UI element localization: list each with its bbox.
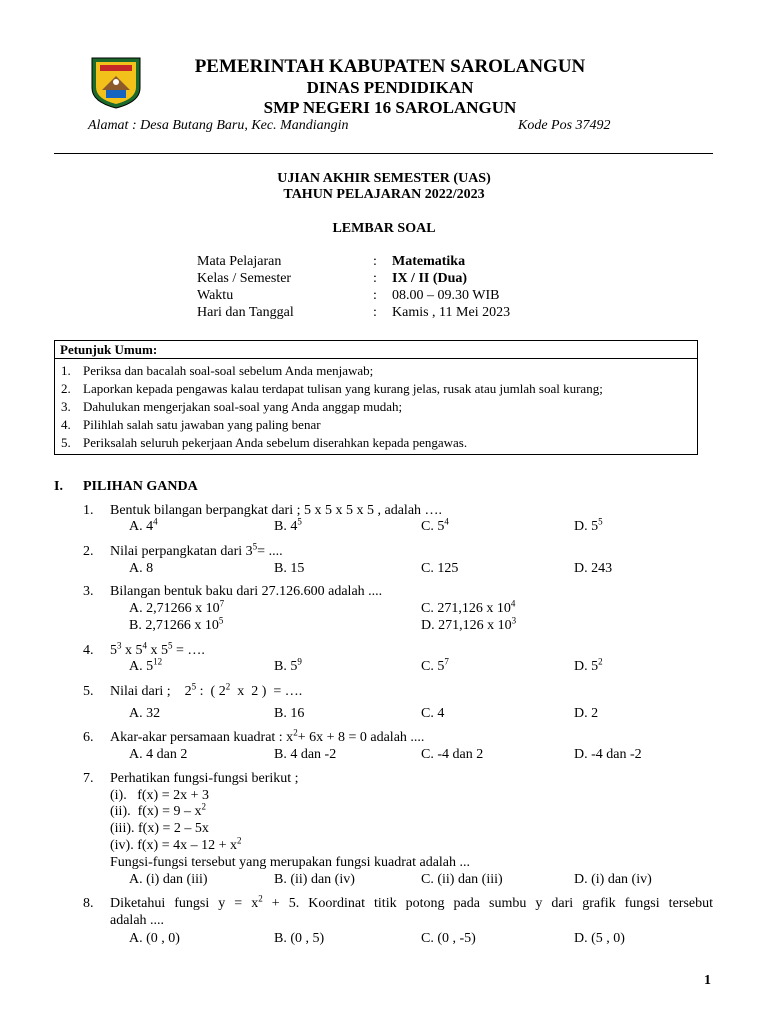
exam-title: UJIAN AKHIR SEMESTER (UAS): [277, 171, 491, 186]
instruction-item: 2. Laporkan kepada pengawas kalau terdapat tulisan yang kurang jelas, rusak atau jumlah soal kurang;: [61, 381, 603, 396]
option-c: C. $5^4$: [421, 516, 449, 534]
question-number: 6.: [83, 730, 94, 745]
instruction-item: 4. Pilihlah salah satu jawaban yang paling benar: [61, 417, 321, 432]
option-b: B. 15: [274, 561, 305, 576]
option-c: C. -4 dan 2: [421, 747, 484, 762]
question-prompt: Fungsi-fungsi tersebut yang merupakan fungsi kuadrat adalah ...: [110, 855, 471, 870]
option-a: A. $4^4$: [129, 516, 158, 534]
info-colon: :: [373, 271, 377, 286]
option-c: C. (0 , -5): [421, 931, 476, 946]
option-d: D. 271,126 x $10^3$: [421, 615, 517, 633]
option-b: B. 16: [274, 706, 305, 721]
question-text: Bilangan bentuk baku dari 27.126.600 adalah ....: [110, 584, 383, 599]
question-number: 8.: [83, 896, 94, 911]
instruction-item: 3. Dahulukan mengerjakan soal-soal yang Anda anggap mudah;: [61, 399, 403, 414]
page-number: 1: [704, 973, 711, 988]
option-d: D. (5 , 0): [574, 931, 625, 946]
question-text: $5^3$ x $5^4$ x $5^5$ = ….: [110, 640, 205, 658]
option-b: B. (ii) dan (iv): [274, 872, 355, 887]
question-text: Perhatikan fungsi-fungsi berikut ;: [110, 771, 299, 786]
section-number: I.: [54, 479, 63, 494]
header-office: DINAS PENDIDIKAN: [306, 78, 474, 97]
info-label-subject: Mata Pelajaran: [197, 254, 282, 269]
option-c: C. 271,126 x $10^4$: [421, 598, 516, 616]
info-label-date: Hari dan Tanggal: [197, 305, 294, 320]
option-a: A. $5^{12}$: [129, 656, 163, 674]
option-d: D. -4 dan -2: [574, 747, 642, 762]
function-item: (iii). f(x) = 2 – 5x: [110, 821, 209, 836]
option-a: A. 4 dan 2: [129, 747, 188, 762]
header-government: PEMERINTAH KABUPATEN SAROLANGUN: [194, 56, 586, 77]
question-number: 4.: [83, 643, 94, 658]
function-item: (ii). $f(x) = 9 - x^2$: [110, 801, 206, 819]
regency-logo-icon: [88, 54, 144, 110]
question-number: 7.: [83, 771, 94, 786]
option-a: A. 8: [129, 561, 154, 576]
option-d: D. $5^5$: [574, 516, 603, 534]
option-d: D. (i) dan (iv): [574, 872, 652, 887]
function-item: (i). f(x) = 2x + 3: [110, 788, 209, 803]
option-c: C. 4: [421, 706, 445, 721]
info-value-class: IX / II (Dua): [392, 271, 468, 286]
option-a: A. (i) dan (iii): [129, 872, 208, 887]
question-number: 3.: [83, 584, 94, 599]
option-b: B. 4 dan -2: [274, 747, 337, 762]
postal-code: Kode Pos 37492: [518, 118, 611, 133]
section-title: PILIHAN GANDA: [83, 479, 198, 494]
info-value-time: 08.00 – 09.30 WIB: [392, 288, 500, 303]
question-number: 5.: [83, 684, 94, 699]
option-a: A. (0 , 0): [129, 931, 180, 946]
option-d: D. 243: [574, 561, 613, 576]
info-value-subject: Matematika: [392, 254, 466, 269]
function-item: (iv). $f(x) = 4x - 12 + x^2$: [110, 835, 242, 853]
info-colon: :: [373, 288, 377, 303]
header-school: SMP NEGERI 16 SAROLANGUN: [263, 98, 517, 117]
option-b: B. $4^5$: [274, 516, 302, 534]
instruction-item: 5. Periksalah seluruh pekerjaan Anda sebelum diserahkan kepada pengawas.: [61, 435, 468, 450]
question-text: Akar-akar persamaan kuadrat : $x^2+ 6x + 8 = 0$ adalah ....: [110, 727, 425, 745]
question-text: Diketahui fungsi $y = x^2 + 5$. Koordinat titik potong pada sumbu y dari grafik fungsi tersebut: [110, 893, 713, 911]
question-text: Nilai dari ; $2^5$ : ( $2^2$ x 2 ) = ….: [110, 681, 303, 699]
option-c: C. 125: [421, 561, 459, 576]
option-a: A. 2,71266 x $10^7$: [129, 598, 225, 616]
info-colon: :: [373, 305, 377, 320]
question-text: Nilai perpangkatan dari $3^5=$ ....: [110, 541, 283, 559]
instructions-heading: Petunjuk Umum:: [55, 341, 697, 359]
option-b: B. (0 , 5): [274, 931, 325, 946]
header-divider: [54, 153, 713, 154]
option-d: D. 2: [574, 706, 599, 721]
question-number: 1.: [83, 503, 94, 518]
option-d: D. $5^2$: [574, 656, 603, 674]
question-number: 2.: [83, 544, 94, 559]
info-label-class: Kelas / Semester: [197, 271, 292, 286]
exam-year: TAHUN PELAJARAN 2022/2023: [283, 187, 485, 202]
option-b: B. $5^9$: [274, 656, 302, 674]
instruction-item: 1. Periksa dan bacalah soal-soal sebelum Anda menjawab;: [61, 363, 374, 378]
info-label-time: Waktu: [197, 288, 234, 303]
option-a: A. 32: [129, 706, 161, 721]
info-colon: :: [373, 254, 377, 269]
question-text: Bentuk bilangan berpangkat dari ; 5 x 5 x 5 x 5 , adalah ….: [110, 503, 443, 518]
option-b: B. 2,71266 x $10^5$: [129, 615, 224, 633]
sheet-title: LEMBAR SOAL: [332, 221, 436, 236]
option-c: C. (ii) dan (iii): [421, 872, 503, 887]
instructions-box: [54, 340, 698, 455]
question-text-cont: adalah ....: [110, 913, 165, 928]
school-address: Alamat : Desa Butang Baru, Kec. Mandiangin: [88, 118, 349, 133]
option-c: C. $5^7$: [421, 656, 449, 674]
info-value-date: Kamis , 11 Mei 2023: [392, 305, 511, 320]
